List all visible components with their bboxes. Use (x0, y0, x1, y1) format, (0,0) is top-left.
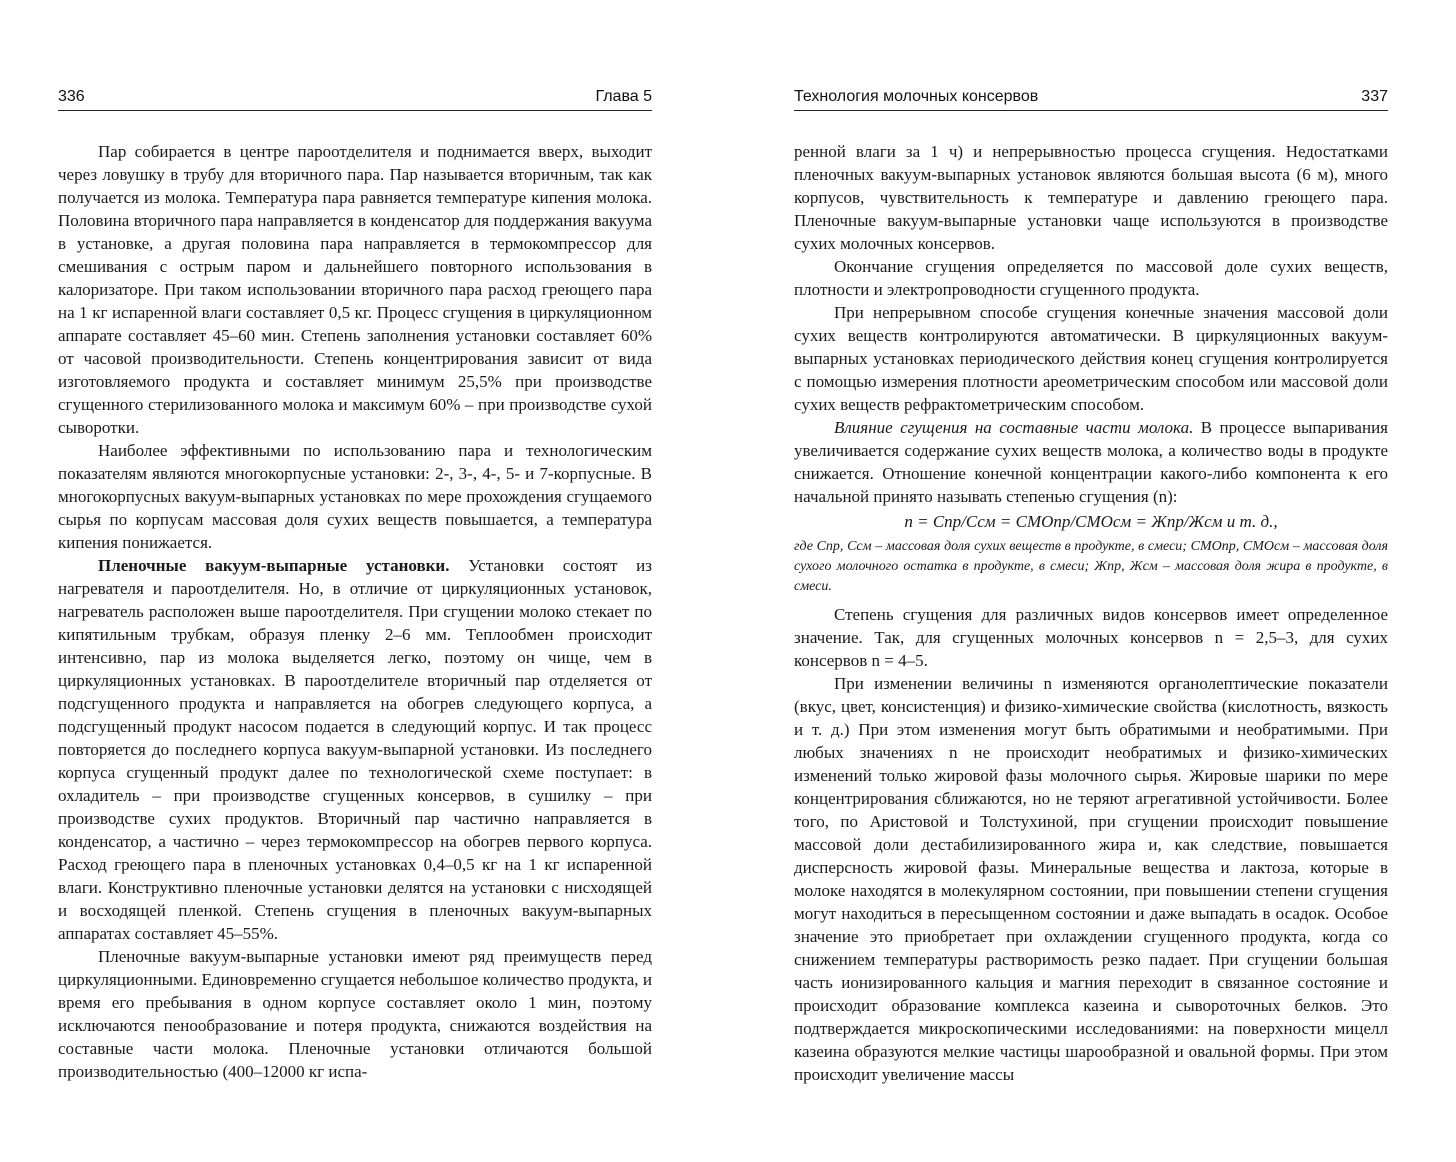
paragraph: Наиболее эффективными по использованию пара и технологическим показателям являются многокорпусные установки: 2-, 3-, 4-, 5- и 7-корпусные. В многокорпусных вакуум-выпарных установках по мере прохождения сгущаемого сырья по корпусам массовая доля сухих веществ повышается, а температура кипения понижается. (58, 441, 652, 552)
right-running-head (794, 86, 1388, 111)
right-body-text (794, 140, 1388, 1086)
paragraph-text: В процессе выпаривания увеличивается содержание сухих веществ молока, а количество воды в продукте снижается. Отношение конечной концентрации какого-либо компонента к его начальной принято называть степенью сгущения (n): (794, 418, 1388, 506)
section-lead: Пленочные вакуум-выпарные установки. (98, 556, 450, 575)
paragraph-text: Установки состоят из нагревателя и пароотделителя. Но, в отличие от циркуляционных установок, нагреватель расположен выше пароотделителя. При сгущении молоко стекает по кипятильным трубкам, образуя пленку 2–6 мм. Теплообмен происходит интенсивно, пар из молока выделяется легко, поэтому он чище, чем в циркуляционных установках. В пароотделителе вторичный пар отделяется от подсгущенного продукта и направляется на обогрев следующего корпуса, а подсгущенный продукт насосом подается в следующий корпус. И так процесс повторяется до последнего корпуса вакуум-выпарной установки. Из последнего корпуса сгущенный продукт далее по технологической схеме поступает: в охладитель – при производстве сгущенных консервов, в сушилку – при производстве сухих продуктов. Вторичный пар частично направляется в конденсатор, а частично – через термокомпрессор на обогрев первого корпуса. Расход греющего пара в пленочных установках 0,4–0,5 кг на 1 кг испаренной влаги. Конструктивно пленочные установки делятся на установки с нисходящей и восходящей пленкой. Степень сгущения в пленочных вакуум-выпарных аппаратах составляет 45–55%. (58, 556, 652, 943)
paragraph: Пленочные вакуум-выпарные установки имеют ряд преимуществ перед циркуляционными. Единовременно сгущается небольшое количество продукта, и время его пребывания в одном корпусе составляет около 1 мин, поэтому исключаются пенообразование и потеря продукта, снижаются воздействия на составные части молока. Пленочные установки отличаются большой производительностью (400–12000 кг испа- (58, 947, 652, 1081)
left-body-text (58, 140, 652, 1083)
section-lead-italic: Влияние сгущения на составные части молока. (834, 418, 1194, 437)
paragraph: ренной влаги за 1 ч) и непрерывностью процесса сгущения. Недостатками пленочных вакуум-выпарных установок являются большая высота (6 м), много корпусов, чувствительность к температуре и давлению греющего пара. Пленочные вакуум-выпарные установки чаще используются в производстве сухих молочных консервов. (794, 142, 1388, 253)
paragraph: Пар собирается в центре пароотделителя и поднимается вверх, выходит через ловушку в трубу для вторичного пара. Пар называется вторичным, так как получается из молока. Температура пара равняется температуре кипения молока. Половина вторичного пара направляется в конденсатор для поддержания вакуума в установке, а другая половина пара направляется в термокомпрессор для смешивания с острым паром и дальнейшего повторного использования в калоризаторе. При таком использовании вторичного пара расход греющего пара на 1 кг испаренной влаги составляет 0,5 кг. Процесс сгущения в циркуляционном аппарате составляет 45–60 мин. Степень заполнения установки составляет 60% от часовой производительности. Степень концентрирования зависит от вида изготовляемого продукта и составляет минимум 25,5% при производстве сгущенного стерилизованного молока и максимум 60% – при производстве сухой сыворотки. (58, 142, 652, 437)
paragraph (58, 554, 652, 945)
book-section-title: Технология молочных консервов (794, 88, 1039, 105)
formula: n = Cпр/Cсм = СМОпр/СМОсм = Жпр/Жсм и т. д., (904, 512, 1278, 531)
chapter-title: Глава 5 (595, 88, 652, 105)
page-number-right: 337 (1361, 88, 1388, 105)
formula-legend: где Cпр, Cсм – массовая доля сухих веществ в продукте, в смеси; СМОпр, СМОсм – массовая доля сухого молочного остатка в продукте, в смеси; Жпр, Жсм – массовая доля жира в продукте, в смеси. (794, 539, 1388, 594)
paragraph: При изменении величины n изменяются органолептические показатели (вкус, цвет, консистенция) и физико-химические свойства (кислотность, вязкость и т. д.) При этом изменения могут быть обратимыми и необратимыми. При любых значениях n не происходит необратимых и физико-химических изменений только жировой фазы молочного сырья. Жировые шарики по мере концентрирования сближаются, но не теряют агрегативной устойчивости. Более того, по Аристовой и Толстухиной, при сгущении происходит повышение массовой доли дестабилизированного жира и, как следствие, повышается дисперсность жировой фазы. Минеральные вещества и лактоза, которые в молоке находятся в молекулярном состоянии, при повышении степени сгущения могут находиться в пересыщенном состоянии и даже выпадать в осадок. Особое значение это приобретает при охлаждении сгущенного продукта, когда со снижением температуры растворимость резко падает. При сгущении большая часть ионизированного кальция и магния переходит в связанное состояние и происходит образование комплекса казеина и сывороточных белков. Это подтверждается микроскопическими исследованиями: на поверхности мицелл казеина образуются мелкие частицы шарообразной и овальной формы. При этом происходит увеличение массы (794, 674, 1388, 1084)
paragraph: Степень сгущения для различных видов консервов имеет определенное значение. Так, для сгущенных молочных консервов n = 2,5–3, для сухих консервов n = 4–5. (794, 605, 1388, 670)
paragraph (794, 416, 1388, 508)
left-running-head (58, 86, 652, 111)
paragraph: Окончание сгущения определяется по массовой доле сухих веществ, плотности и электропроводности сгущенного продукта. (794, 257, 1388, 299)
paragraph: При непрерывном способе сгущения конечные значения массовой доли сухих веществ контролируются автоматически. В циркуляционных вакуум-выпарных установках периодического действия конец сгущения контролируется с помощью измерения плотности ареометрическим способом или массовой доли сухих веществ рефрактометрическим способом. (794, 303, 1388, 414)
page-number-left: 336 (58, 88, 85, 105)
